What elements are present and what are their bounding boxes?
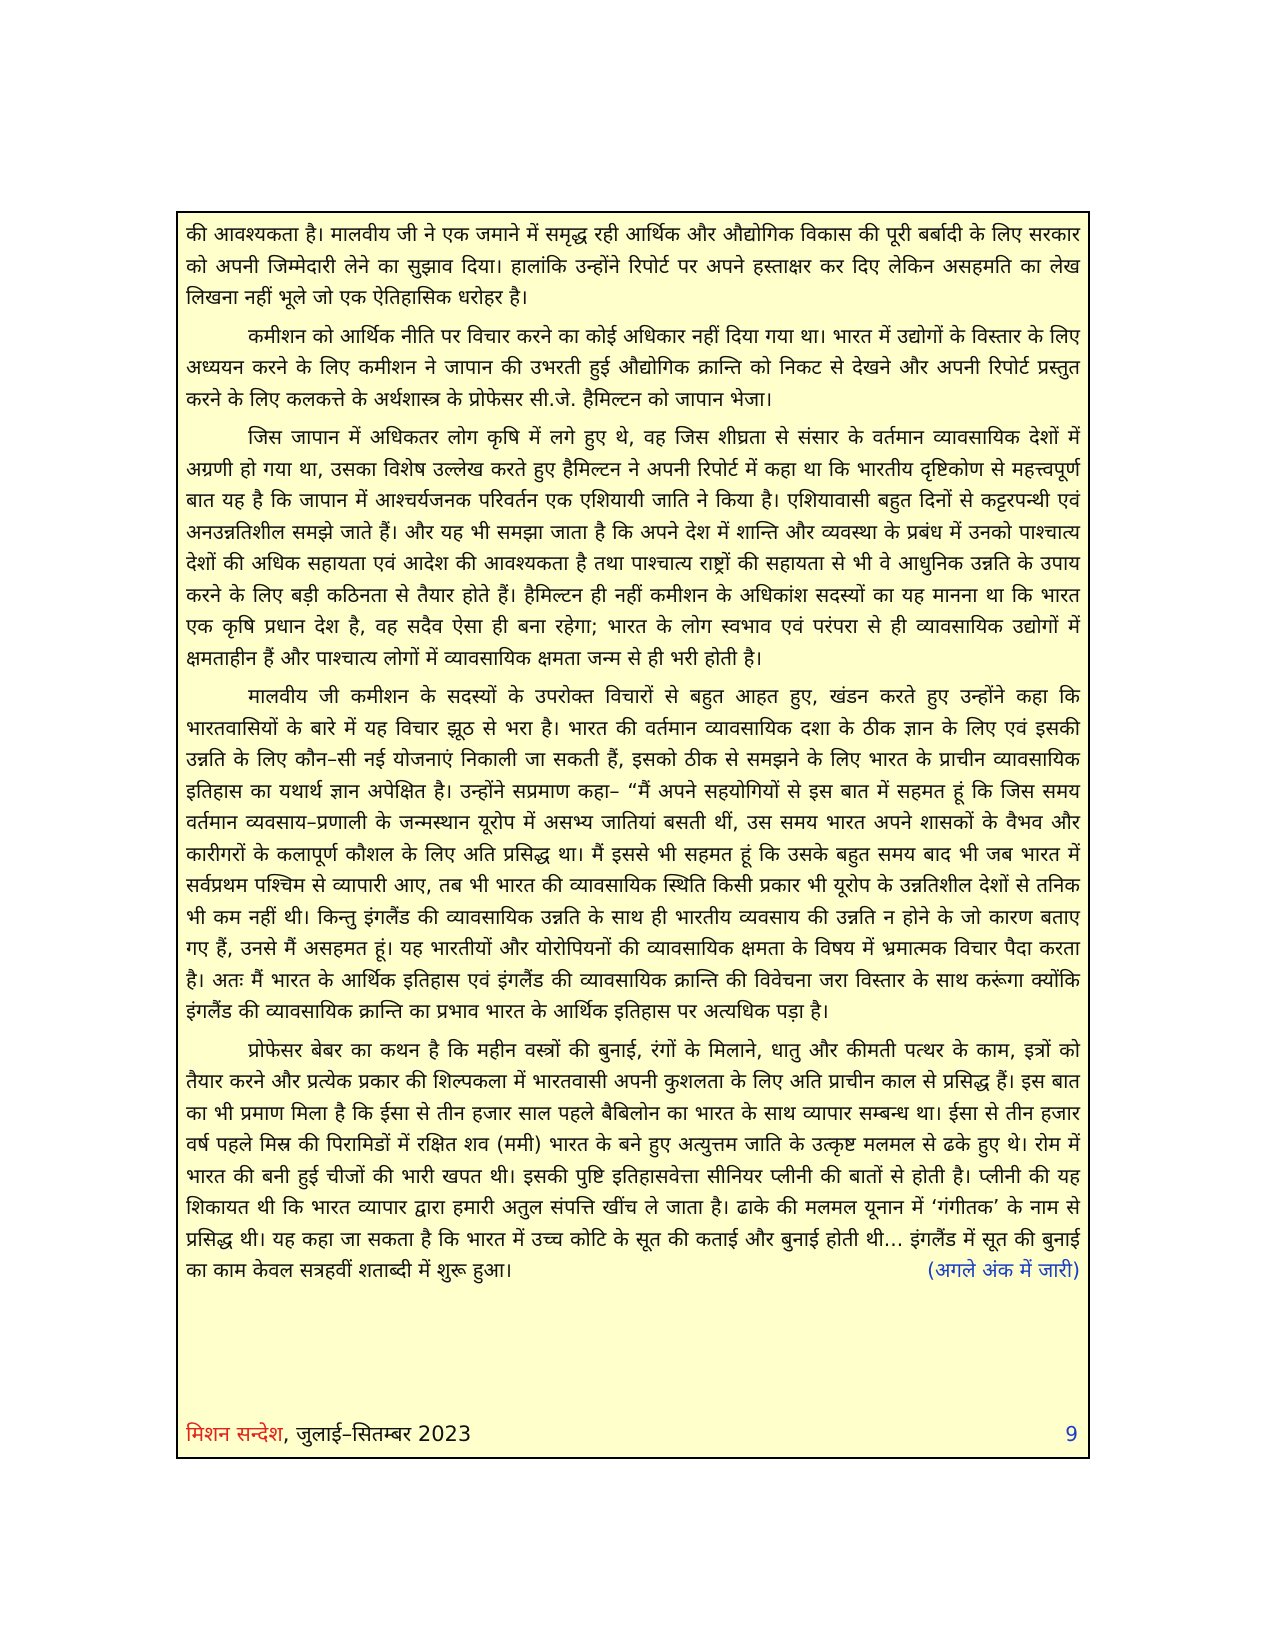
- page-footer: [186, 1415, 1078, 1449]
- issue-date: , जुलाई–सितम्बर 2023: [282, 1422, 472, 1446]
- page-number: 9: [1065, 1422, 1078, 1446]
- paragraph-1: की आवश्यकता है। मालवीय जी ने एक जमाने में समृद्ध रही आर्थिक और औद्योगिक विकास की पूरी बर्बादी के लिए सरकार को अपनी जिम्मेदारी लेने का सुझाव दिया। हालांकि उन्होंने रिपोर्ट पर अपने हस्ताक्षर कर दिए लेकिन असहमति का लेख लिखना नहीं भूले जो एक ऐतिहासिक धरोहर है।: [186, 222, 1080, 309]
- paragraph-4: मालवीय जी कमीशन के सदस्यों के उपरोक्त विचारों से बहुत आहत हुए, खंडन करते हुए उन्होंने कहा कि भारतवासियों के बारे में यह विचार झूठ से भरा है। भारत की वर्तमान व्यावसायिक दशा के ठीक ज्ञान के लिए एवं इसकी उन्नति के लिए कौन–सी नई योजनाएं निकाली जा सकती हैं, इसको ठीक से समझने के लिए भारत के प्राचीन व्यावसायिक इतिहास का यथार्थ ज्ञान अपेक्षित है। उन्होंने सप्रमाण कहा– “मैं अपने सहयोगियों से इस बात में सहमत हूं कि जिस समय वर्तमान व्यवसाय–प्रणाली के जन्मस्थान यूरोप में असभ्य जातियां बसती थीं, उस समय भारत अपने शासकों के वैभव और कारीगरों के कलापूर्ण कौशल के लिए अति प्रसिद्ध था। मैं इससे भी सहमत हूं कि उसके बहुत समय बाद भी जब भारत में सर्वप्रथम पश्चिम से व्यापारी आए, तब भी भारत की व्यावसायिक स्थिति किसी प्रकार भी यूरोप के उन्नतिशील देशों से तनिक भी कम नहीं थी। किन्तु इंगलैंड की व्यावसायिक उन्नति के साथ ही भारतीय व्यवसाय की उन्नति न होने के जो कारण बताए गए हैं, उनसे मैं असहमत हूं। यह भारतीयों और योरोपियनों की व्यावसायिक क्षमता के विषय में भ्रमात्मक विचार पैदा करता है। अतः मैं भारत के आर्थिक इतिहास एवं इंगलैंड की व्यावसायिक क्रान्ति की विवेचना जरा विस्तार के साथ करूंगा क्योंकि इंगलैंड की व्यावसायिक क्रान्ति का प्रभाव भारत के आर्थिक इतिहास पर अत्यधिक पड़ा है।: [186, 684, 1080, 1023]
- paragraph-2: कमीशन को आर्थिक नीति पर विचार करने का कोई अधिकार नहीं दिया गया था। भारत में उद्योगों के विस्तार के लिए अध्ययन करने के लिए कमीशन ने जापान की उभरती हुई औद्योगिक क्रान्ति को निकट से देखने और अपनी रिपोर्ट प्रस्तुत करने के लिए कलकत्ते के अर्थशास्त्र के प्रोफेसर सी.जे. हैमिल्टन को जापान भेजा।: [186, 323, 1080, 411]
- article-body: [186, 219, 1080, 1287]
- magazine-name: मिशन सन्देश: [186, 1422, 283, 1446]
- page-frame: [176, 211, 1090, 1459]
- paragraph-5-text: प्रोफेसर बेबर का कथन है कि महीन वस्त्रों की बुनाई, रंगों के मिलाने, धातु और कीमती पत्थर के काम, इत्रों को तैयार करने और प्रत्येक प्रकार की शिल्पकला में भारतवासी अपनी कुशलता के लिए अति प्राचीन काल से प्रसिद्ध हैं। इस बात का भी प्रमाण मिला है कि ईसा से तीन हजार साल पहले बैबिलोन का भारत के साथ व्यापार सम्बन्ध था। ईसा से तीन हजार वर्ष पहले मिस्र की पिरामिडों में रक्षित शव (ममी) भारत के बने हुए अत्युत्तम जाति के उत्कृष्ट मलमल से ढके हुए थे। रोम में भारत की बनी हुई चीजों की भारी खपत थी। इसकी पुष्टि इतिहासवेत्ता सीनियर प्लीनी की बातों से होती है। प्लीनी की यह शिकायत थी कि भारत व्यापार द्वारा हमारी अतुल संपत्ति खींच ले जाता है। ढाके की मलमल यूनान में ‘गंगीतक’ के नाम से प्रसिद्ध थी। यह कहा जा सकता है कि भारत में उच्च कोटि के सूत की कताई और बुनाई होती थी... इंगलैंड में सूत की बुनाई का काम केवल सत्रहवीं शताब्दी में शुरू हुआ।: [186, 1037, 1080, 1282]
- footer-publication: [186, 1419, 471, 1449]
- continued-note: (अगले अंक में जारी): [927, 1258, 1080, 1282]
- paragraph-5: [186, 1035, 1080, 1287]
- paragraph-3: जिस जापान में अधिकतर लोग कृषि में लगे हुए थे, वह जिस शीघ्रता से संसार के वर्तमान व्यावसायिक देशों में अग्रणी हो गया था, उसका विशेष उल्लेख करते हुए हैमिल्टन ने अपनी रिपोर्ट में कहा था कि भारतीय दृष्टिकोण से महत्त्वपूर्ण बात यह है कि जापान में आश्चर्यजनक परिवर्तन एक एशियायी जाति ने किया है। एशियावासी बहुत दिनों से कट्टरपन्थी एवं अनउन्नतिशील समझे जाते हैं। और यह भी समझा जाता है कि अपने देश में शान्ति और व्यवस्था के प्रबंध में उनको पाश्चात्य देशों की अधिक सहायता एवं आदेश की आवश्यकता है तथा पाश्चात्य राष्ट्रों की सहायता से भी वे आधुनिक उन्नति के उपाय करने के लिए बड़ी कठिनता से तैयार होते हैं। हैमिल्टन ही नहीं कमीशन के अधिकांश सदस्यों का यह मानना था कि भारत एक कृषि प्रधान देश है, वह सदैव ऐसा ही बना रहेगा; भारत के लोग स्वभाव एवं परंपरा से ही व्यावसायिक उद्योगों में क्षमताहीन हैं और पाश्चात्य लोगों में व्यावसायिक क्षमता जन्म से ही भरी होती है।: [186, 425, 1080, 670]
